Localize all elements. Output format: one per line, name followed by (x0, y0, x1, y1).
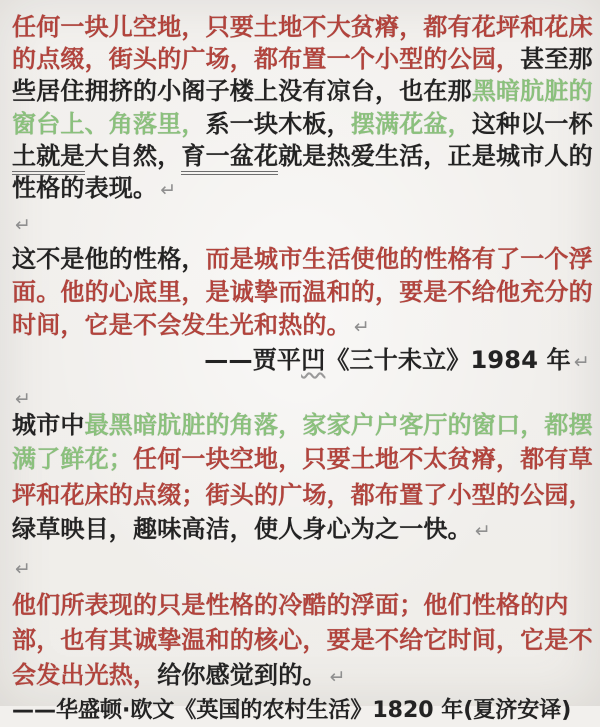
text-line (12, 276, 593, 309)
text-run: ——贾平 (204, 346, 302, 374)
paragraph-mark-icon: ↵ (15, 388, 32, 410)
text-run: 窗台上、角落里， (12, 110, 206, 138)
text-run: 系一块木板， (205, 110, 351, 138)
text-line (12, 140, 593, 173)
text-line (12, 479, 593, 512)
text-run: 坪和花床的点缀；街头的广场，都布置了小型的公园， (12, 481, 593, 509)
text-run: 满了鲜花； (12, 445, 133, 473)
text-run: 些居住拥挤的小阁子楼上没有凉台，也在那 (12, 77, 472, 105)
text-line (12, 108, 593, 141)
text-run: 任何一块儿空地，只要土地不大贫瘠，都有花坪和花床 (12, 13, 593, 41)
text-line (12, 243, 593, 276)
paragraph-mark-icon: ↵ (329, 666, 346, 688)
text-run: 而是城市生活使他的性格有了一个浮 (205, 245, 593, 273)
text-line (12, 172, 590, 205)
text-run: 面。他的心底里，是诚挚而温和的，要是不给他充分的 (12, 278, 593, 306)
text-run: 大自然， (84, 142, 182, 170)
text-line (12, 589, 590, 622)
text-line (12, 443, 593, 476)
paragraph-mark-icon: ↵ (573, 351, 590, 373)
text-line (12, 659, 590, 692)
text-run: 摆满花盆， (350, 110, 472, 138)
paragraph-mark-icon: ↵ (353, 316, 370, 338)
paragraph-mark-icon: ↵ (474, 520, 491, 542)
text-run: 会发出光热， (12, 661, 158, 689)
paragraph-mark-icon: ↵ (160, 179, 177, 201)
paragraph-mark-icon: ↵ (15, 214, 32, 236)
text-run: 土就是 (12, 142, 85, 175)
text-line (12, 513, 590, 546)
text-line (12, 694, 590, 727)
text-run: 城市中 (12, 411, 85, 439)
paragraph-mark-icon: ↵ (15, 558, 32, 580)
text-run: 凹 (301, 346, 326, 374)
text-run: 部，也有其诚挚温和的核心，要是不给它时间，它是不 (12, 626, 593, 654)
text-run: 任何一块空地，只要土地不太贫瘠，都有草 (133, 445, 593, 473)
text-run: 最黑暗肮脏的角落，家家户户客厅的窗口，都摆 (84, 411, 593, 439)
empty-line (12, 551, 590, 584)
text-line (12, 409, 593, 442)
text-run: 就是热爱生活，正是城市人的 (278, 142, 593, 170)
text-run: 时间，它是不会发生光和热的。 (12, 311, 351, 339)
text-run: ——华盛顿·欧文《英国的农村生活》1820 年(夏济安译) (12, 698, 572, 723)
text-run: 甚至那 (520, 45, 593, 73)
text-run: 《三十未立》1984 年 (325, 346, 571, 374)
text-run: 的点缀，街头的广场，都布置一个小型的公园， (12, 45, 521, 73)
text-line (12, 75, 593, 108)
text-run: 给你感觉到的。 (157, 661, 327, 689)
text-run: 育一盆花 (181, 142, 278, 175)
text-run: 绿草映目，趣味高洁，使人身心为之一快。 (12, 515, 472, 543)
text-line (12, 309, 590, 342)
text-line (12, 344, 590, 377)
text-line (12, 43, 593, 76)
text-line (12, 11, 593, 44)
text-run: 这不是他的性格， (12, 245, 206, 273)
empty-line (12, 207, 590, 240)
text-line (12, 624, 593, 657)
text-run: 性格的表现。 (12, 174, 158, 202)
text-run: 这种以一杯 (471, 110, 593, 138)
text-run: 黑暗肮脏的 (471, 77, 593, 105)
text-run: 他们所表现的只是性格的冷酷的浮面；他们性格的内 (12, 591, 569, 619)
